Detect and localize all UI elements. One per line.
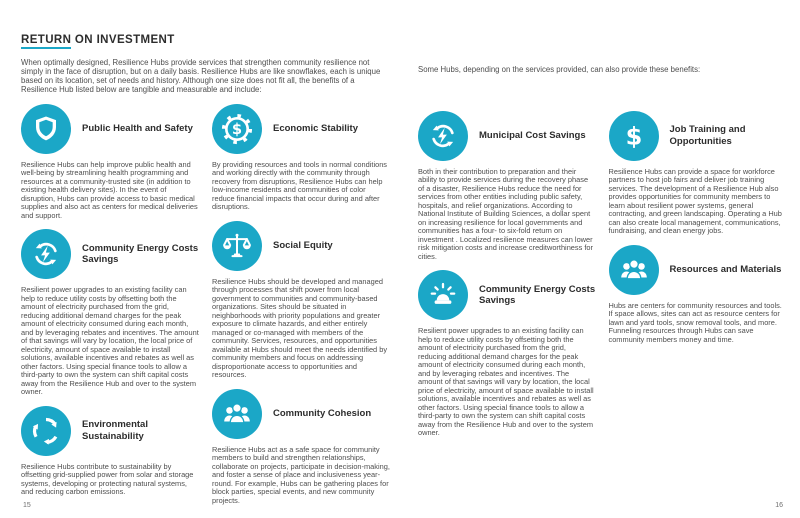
page-right [400,0,800,518]
scales-icon [212,221,262,271]
energy-cycle-icon [21,229,71,279]
section-header [21,104,199,154]
section-title: Job Training and Opportunities [669,124,746,147]
section-body: Resilience Hubs act as a safe space for community members to build and strengthen relationships, collaborate on projects, participate in decision-making, and foster a sense of place and inclusiveness year-round. For example, Hubs can be gathering places for block parties, special events, and new community projects. [212,444,390,505]
section-body: Resilience Hubs can help improve public health and well-being by streamlining health programming and resources at a community-trusted site (in addition to existing health delivery sites). In the event of disruption, Hubs can provide access to basic medical supplies and also act as centers for medical deliveries and support. [21,159,198,220]
left-column-1 [21,95,199,506]
section-resources-and-materials [609,245,787,345]
recycle-icon [21,406,71,456]
section-community-energy-costs-savings [21,229,199,397]
section-body: Resilience Hubs contribute to sustainability by offsetting grid-supplied power from solar and storage systems, developing or protecting natural systems, and reducing carbon emissions. [21,461,194,497]
svg-text:$: $ [625,122,642,151]
shield-icon [21,104,71,154]
right-column-1 [418,102,596,438]
section-title: Municipal Cost Savings [479,130,586,142]
section-title: Community Energy Costs Savings [479,283,596,307]
page-number-right: 16 [775,502,783,509]
section-job-training-and-opportunities [609,111,787,236]
section-header [418,270,596,320]
energy-cycle-icon [418,111,468,161]
section-title: Community Cohesion [273,407,372,419]
page-title-underlined-word: RETURN [21,34,71,49]
section-header [418,111,596,161]
section-header [21,229,199,279]
section-body: Hubs are centers for community resources and tools. If space allows, sites can act as resource centers for lawn and yard tools, snow removal tools, and more. Funneling resources through Hubs can save community members money and time. [608,300,782,344]
section-title: Community Energy Costs Savings [82,242,199,266]
section-community-cohesion [212,389,390,506]
section-environmental-sustainability [21,406,199,497]
people-icon [609,245,659,295]
section-header [609,111,787,161]
section-header [212,389,390,439]
right-columns [418,102,786,438]
right-column-2 [609,102,787,438]
page-number-left: 15 [23,502,31,509]
section-body: Resilient power upgrades to an existing facility can help to reduce utility costs by offsetting both the amount of electricity purchased from the grid, reducing additional demand charges for the peak amount of electricity consumed during each month, and by leveraging rebates and incentives. The amount of that savings will vary by location, the local price of electricity, amount of space available to install solutions, available incentives and rebates as well as other factors. Using special finance tools to allow a third-party to own the system can shift capital costs away from the Resilience Hub and over to the system owner. [418,326,594,438]
section-body: By providing resources and tools in normal conditions and working directly with the community through recovery from disruptions, Resilience Hubs can help low-income residents and communities of color reduce financial impacts that occur during and after disruptions. [212,159,388,212]
section-body: Both in their contribution to preparation and their ability to provide services during the recovery phase of a disaster, Resilience Hubs reduce the need for services from other entities including public safety, hospitals, and relief organizations. According to National Institute of Building Sciences, a dollar spent on increasing resilience for local governments and communities has a four- to six-fold return on investment . Localized resilience measures can lower risk mitigation costs and increase creditworthiness for cities. [418,166,593,261]
left-columns [21,95,390,506]
svg-text:$: $ [231,120,243,138]
section-header [609,245,787,295]
page-title [21,34,390,46]
section-header [212,104,390,154]
section-public-health-and-safety [21,104,199,221]
section-title: Social Equity [273,239,333,251]
section-economic-stability [212,104,390,212]
gear-dollar-icon [212,104,262,154]
section-body: Resilience Hubs can provide a space for workforce partners to host job fairs and deliver job training services. The development of a Resilience Hub also provides opportunities for community members to learn about resilient power systems, general contracting, and green landscaping. Operating a Hub can also create local management, communications, fundraising, and clean energy jobs. [608,166,782,236]
left-column-2 [212,95,390,506]
section-body: Resilient power upgrades to an existing facility can help to reduce utility costs by offsetting both the amount of electricity purchased from the grid, reducing additional demand charges for the peak amount of electricity consumed during each month, and by leveraging rebates and incentives. The amount of that savings will vary by location, the local price of electricity, amount of space available to install solutions, available incentives and rebates as well as other factors. Using special finance tools to allow a third-party to own the system can shift capital costs away from the Resilience Hub and over to the system owner. [21,285,199,397]
section-social-equity [212,221,390,380]
section-title: Public Health and Safety [82,122,193,134]
section-title: Environmental Sustainability [82,419,148,442]
people-icon [212,389,262,439]
right-intro-paragraph: Some Hubs, depending on the services provided, can also provide these benefits: [418,65,701,74]
siren-icon [418,270,468,320]
section-municipal-cost-savings [418,111,596,262]
page-title-rest: ON INVESTMENT [71,34,175,46]
section-title: Resources and Materials [669,264,782,276]
section-community-energy-costs-savings-right [418,270,596,438]
left-intro-paragraph: When optimally designed, Resilience Hubs provide services that strengthen community resilience not simply in the face of disruption, but on a daily basis. Resilience Hubs are like snowflakes, each is unique based on its location, set of needs and history. Although one size does not fit all, the benefits of a Resilience Hub listed below are tangible and measurable and include: [21,58,381,94]
dollar-icon [609,111,659,161]
section-title: Economic Stability [273,122,358,134]
section-body: Resilience Hubs should be developed and managed through processes that shift power from local government to communities and community-based organizations. Sites should be situated in neighborhoods with priority populations and greater exposure to climate hazards, and either entirely managed or co-managed with members of the community. Services, resources, and opportunities available at Hubs should meet the needs identified by community members and focus on addressing disproportionate access to opportunities and resources. [212,276,388,380]
section-header [21,406,199,456]
section-header [212,221,390,271]
